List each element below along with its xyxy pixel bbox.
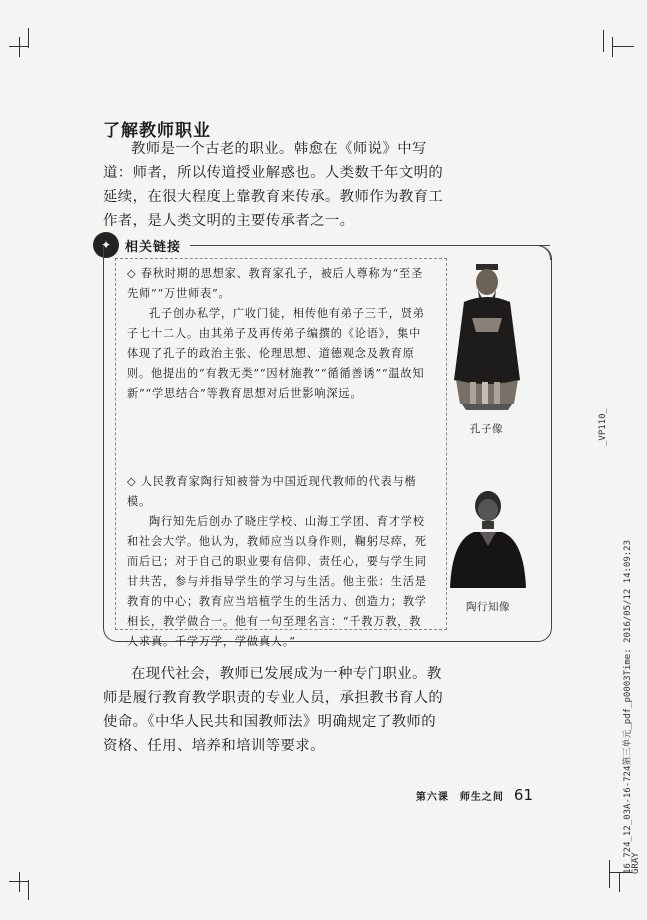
- print-file-info: 16_724_12_03A-16-724第三单元_pdf_p0003Time: 2016/05/12 14:09:23: [623, 539, 633, 874]
- tao-portrait: [446, 488, 530, 588]
- crop-mark-top-left: [19, 37, 20, 57]
- crop-mark-bottom-right: [609, 860, 610, 888]
- crop-mark-bottom-left: [19, 872, 20, 892]
- section-title: 了解教师职业: [103, 121, 211, 141]
- crop-mark-top-right: [612, 37, 613, 57]
- page-number: 61: [513, 786, 533, 804]
- confucius-portrait: [442, 262, 534, 412]
- crop-mark-bottom-right: [619, 872, 620, 892]
- confucius-text: [127, 264, 427, 404]
- intro-paragraph: [103, 137, 448, 233]
- tao-text: [127, 472, 427, 652]
- crop-mark-top-right: [603, 30, 604, 52]
- crop-mark-top-left: [9, 46, 29, 47]
- tao-body: 陶行知先后创办了晓庄学校、山海工学团、育才学校和社会大学。他认为，教师应当以身作则，鞠躬尽瘁，死而后已；对于自己的职业要有信仰、责任心，要与学生同甘共苦，参与并指导学生的学习与生活。他主张：生活是教育的中心；教育应当培植学生的生活力、创造力；教学相长，教学做合一。他有一句至理名言：“千教万教，教人求真。千学万学，学做真人。”: [127, 515, 427, 648]
- crop-mark-bottom-left: [28, 880, 29, 900]
- closing-paragraph-text: 在现代社会，教师已发展成为一种专门职业。教师是履行教育教学职责的专业人员，承担教书育人的使命。《中华人民共和国教师法》明确规定了教师的资格、任用、培养和培训等要求。: [103, 666, 444, 754]
- vp-mark: _VP110_: [598, 408, 608, 446]
- crop-mark-bottom-left: [9, 881, 29, 882]
- page-footer: [416, 786, 533, 804]
- confucius-caption: 孔子像: [470, 423, 503, 435]
- crop-mark-top-right: [612, 46, 634, 47]
- gray-mark: GRAY: [631, 852, 641, 874]
- crop-mark-top-left: [28, 28, 29, 48]
- tao-lead: ◇ 人民教育家陶行知被誉为中国近现代教师的代表与楷模。: [127, 475, 417, 508]
- related-links-box-corner: [536, 245, 551, 260]
- lesson-label: 第六课 师生之间: [415, 792, 504, 803]
- confucius-body: 孔子创办私学，广收门徒，相传他有弟子三千，贤弟子七十二人。由其弟子及再传弟子编撰的《论语》，集中体现了孔子的政治主张、伦理思想、道德观念及教育原则。他提出的“有教无类”“因材施教”“循循善诱”“温故知新”“学思结合”等教育思想对后世影响深远。: [127, 307, 425, 400]
- closing-paragraph: [103, 662, 448, 758]
- confucius-lead: ◇ 春秋时期的思想家、教育家孔子，被后人尊称为“至圣先师”“万世师表”。: [127, 267, 423, 300]
- related-links-icon: ✦: [93, 232, 119, 258]
- intro-paragraph-text: 教师是一个古老的职业。韩愈在《师说》中写道：师者，所以传道授业解惑也。人类数千年文明的延续，在很大程度上靠教育来传承。教师作为教育工作者，是人类文明的主要传承者之一。: [103, 141, 444, 229]
- tao-caption: 陶行知像: [466, 601, 510, 613]
- related-links-title: 相关链接: [125, 239, 182, 255]
